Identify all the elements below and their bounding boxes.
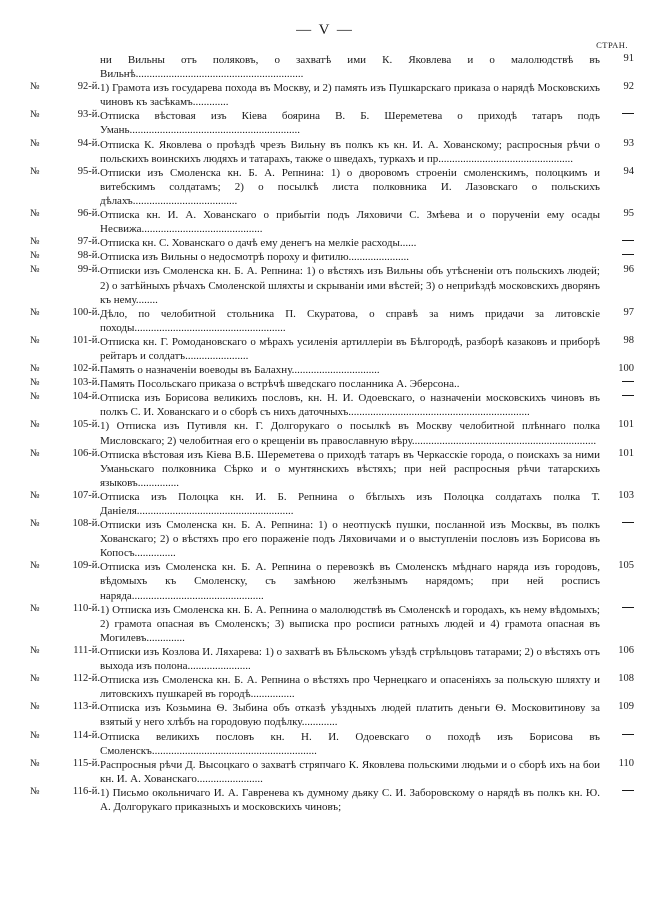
entry-text: Отписки изъ Смоленска кн. Б. А. Репнина: 1) о неотпускѣ пушки, посланной изъ Москвы, въ полкъ Хованскаго; 2) о вѣстяхъ про его пораженіе подъ Ляховичами и о выступленіи пословъ изъ Борисова въ Копосъ...............: [100, 519, 600, 560]
entry-page: 93: [623, 137, 634, 149]
toc-body: [30, 53, 634, 814]
entry-number: 113-й.: [72, 701, 100, 713]
table-row: [30, 307, 634, 335]
entry-text: 1) Отписка изъ Путивля кн. Г. Долгорукаго о посылкѣ въ Москву челобитной плѣннаго полка Мисловскаго; 2) челобитная его о крещеніи въ православную вѣру...................................................................: [100, 420, 600, 447]
folio-number: — V —: [296, 22, 354, 38]
entry-page: 94: [623, 165, 634, 177]
entry-number: 110-й.: [72, 602, 100, 614]
page-dash: [622, 113, 634, 114]
entry-page: 108: [618, 673, 634, 685]
entry-number: 99-й.: [77, 264, 100, 276]
entry-text: Отписка изъ Смоленска кн. Б. А. Репнина о перевозкѣ въ Смоленскъ мѣднаго наряда изъ городовъ, вѣдомыхъ къ Смоленску, съ замѣною желѣзнымъ нарядомъ; при ней росписъ наряда................................................: [100, 561, 600, 602]
entry-number: 107-й.: [72, 489, 100, 501]
entry-symbol: №: [30, 729, 40, 741]
entry-text: Память Посольскаго приказа о встрѣчѣ шведскаго посланника А. Эберсона..: [100, 378, 460, 391]
page-dash: [622, 734, 634, 735]
table-row: [30, 391, 634, 419]
entry-number: 115-й.: [72, 757, 100, 769]
entry-number: 108-й.: [72, 518, 100, 530]
entry-page: 92: [623, 81, 634, 93]
entry-symbol: [30, 53, 56, 81]
entry-number: 103-й.: [72, 377, 100, 389]
table-row: [30, 363, 634, 377]
entry-text: Отписки изъ Смоленска кн. Б. А. Репнина: 1) о дворовомъ строеніи смоленскимъ, полоцкимъ и витебскимъ солдатамъ; 2) о посылкѣ листа полковника И. Лазовскаго о польскихъ дѣлахъ......................................: [100, 166, 600, 207]
table-row: [30, 250, 634, 264]
table-row: [30, 673, 634, 701]
table-row: [30, 264, 634, 306]
entry-text: Отписка великихъ пословъ кн. Н. И. Одоевскаго о походѣ изъ Борисова въ Смоленскъ............................................................: [100, 730, 600, 757]
page-dash: [622, 790, 634, 791]
entry-page: [600, 603, 634, 645]
table-row: [30, 758, 634, 786]
entry-page: 100: [618, 363, 634, 375]
table-row: [30, 603, 634, 645]
entry-symbol: №: [30, 560, 40, 572]
table-row: [30, 786, 634, 814]
table-row: [30, 166, 634, 208]
table-of-contents: [0, 53, 650, 814]
entry-number: 92-й.: [77, 81, 100, 93]
entry-number: 104-й.: [72, 391, 100, 403]
entry-number: 105-й.: [72, 419, 100, 431]
entry-text: Отписка К. Яковлева о проѣздѣ чрезъ Вильну въ полкъ къ кн. И. А. Хованскому; распросныя рѣчи о польскихъ воинскихъ людяхъ и татарахъ, также о шведахъ, туркахъ и пр.................................................: [100, 138, 600, 165]
entry-symbol: №: [30, 419, 40, 431]
entry-text: Отписка вѣстовая изъ Кіева боярина В. Б. Шереметева о приходѣ татаръ подъ Умань..............................................................: [100, 110, 600, 137]
entry-symbol: №: [30, 673, 40, 685]
entry-page: [600, 109, 634, 137]
entry-text: 1) Отписка изъ Смоленска кн. Б. А. Репнина о малолюдствѣ въ Смоленскѣ и городахъ, къ нему вѣдомыхъ; 2) грамота опасная въ Смоленскъ; 3) выписка про росписи ратныхъ людей и 4) грамота опасная въ Могилевъ..............: [100, 603, 600, 644]
entry-symbol: №: [30, 489, 40, 501]
entry-text: Отписки изъ Козлова И. Ляхарева: 1) о захватѣ въ Бѣльскомъ уѣздѣ стрѣльцовъ татарами; 2) о вѣстяхъ отъ выхода изъ полона.......................: [100, 645, 600, 673]
entry-page: [600, 250, 634, 264]
table-row: [30, 560, 634, 602]
table-row: [30, 236, 634, 250]
entry-number: 109-й.: [72, 560, 100, 572]
entry-symbol: №: [30, 785, 40, 797]
entry-number: 96-й.: [77, 208, 100, 220]
entry-symbol: №: [30, 447, 40, 459]
entry-symbol: №: [30, 208, 40, 220]
page-dash: [622, 381, 634, 382]
entry-text: 1) Грамота изъ государева похода въ Москву, и 2) память изъ Пушкарскаго приказа о нарядѣ Московскихъ чиновъ къ засѣкамъ.............: [100, 82, 600, 109]
entry-page: [600, 377, 634, 391]
entry-number: 101-й.: [72, 334, 100, 346]
entry-text: ни Вильны отъ поляковъ, о захватѣ ими К. Яковлева и о малолюдствѣ въ Вильнѣ.............................................................: [100, 54, 600, 81]
entry-number: 95-й.: [77, 165, 100, 177]
entry-text: Распросныя рѣчи Д. Высоцкаго о захватѣ стряпчаго К. Яковлева польскими людьми и о сборѣ ихъ на бои кн. И. А. Хованскаго........................: [100, 758, 600, 785]
table-row: [30, 490, 634, 518]
entry-symbol: №: [30, 250, 40, 262]
table-row: [30, 109, 634, 137]
entry-text: Отписки изъ Смоленска кн. Б. А. Репнина: 1) о вѣстяхъ изъ Вильны объ утѣсненіи отъ польскихъ людей; 2) о затѣйныхъ рѣчахъ Смоленской шляхты и скрываніи ими вѣстей; 3) о неприѣздѣ московскихъ дворянъ къ нему........: [100, 265, 600, 306]
entry-page: 105: [618, 560, 634, 572]
entry-text: Отписка изъ Козьмина Ѳ. Зыбина объ отказѣ уѣздныхъ людей платить деньги Ѳ. Московитинову за взятый у него хлѣбъ на городовую подѣлку.............: [100, 702, 600, 729]
entry-symbol: №: [30, 363, 40, 375]
entry-page: 91: [623, 53, 634, 64]
entry-symbol: №: [30, 644, 40, 656]
entry-page: [600, 730, 634, 758]
entry-text: Отписка изъ Смоленска кн. Б. А. Репнина о вѣстяхъ про Чернецкаго и опасеніяхъ за польскую шляхту и литовскихъ пушкарей въ городѣ................: [100, 674, 600, 701]
entry-page: 101: [618, 447, 634, 459]
entry-symbol: №: [30, 757, 40, 769]
entry-symbol: №: [30, 165, 40, 177]
page-dash: [622, 395, 634, 396]
page-dash: [622, 607, 634, 608]
entry-page: [600, 391, 634, 419]
table-row: [30, 701, 634, 729]
toc-table: [30, 53, 634, 814]
page-dash: [622, 240, 634, 241]
entry-text: Отписка кн. И. А. Хованскаго о прибытіи подъ Ляховичи С. Змѣева и о порученіи ему осады Несвижа............................................: [100, 209, 600, 236]
entry-number: 100-й.: [72, 306, 100, 318]
entry-text: Отписка изъ Вильны о недосмотрѣ пороху и фитилю......................: [100, 251, 410, 264]
table-row: [30, 335, 634, 363]
entry-symbol: №: [30, 334, 40, 346]
entry-number: [56, 53, 100, 81]
entry-text: Отписка изъ Полоцка кн. И. Б. Репнина о бѣглыхъ изъ Полоцка солдатахъ полка Т. Даніеля.........................................................: [100, 490, 600, 517]
entry-page: [600, 786, 634, 814]
table-row: [30, 448, 634, 490]
entry-number: 112-й.: [72, 673, 100, 685]
table-row: [30, 208, 634, 236]
entry-page: [600, 518, 634, 560]
entry-text: Память о назначеніи воеводы въ Балахну................................: [100, 364, 380, 377]
table-row: [30, 377, 634, 391]
entry-text: Отписка изъ Борисова великихъ пословъ, кн. Н. И. Одоевскаго, о назначеніи московскихъ чиновъ въ полкъ С. И. Хованскаго и о сборѣ съ нихъ даточныхъ..................................................................: [100, 392, 600, 419]
entry-text: 1) Письмо окольничаго И. А. Гавренева къ думному дьяку С. И. Заборовскому о нарядѣ въ полкъ кн. Ю. А. Долгорукаго приказныхъ и московскихъ чиновъ;: [100, 786, 600, 813]
entry-page: 109: [618, 701, 634, 713]
entry-symbol: №: [30, 306, 40, 318]
table-row: [30, 138, 634, 166]
entry-page: 97: [623, 306, 634, 318]
table-row: [30, 53, 634, 81]
entry-symbol: №: [30, 109, 40, 121]
entry-page: 95: [623, 208, 634, 220]
entry-page: 103: [618, 489, 634, 501]
entry-page: 110: [618, 757, 634, 769]
entry-symbol: №: [30, 602, 40, 614]
entry-symbol: №: [30, 518, 40, 530]
page-dash: [622, 254, 634, 255]
table-row: [30, 518, 634, 560]
table-row: [30, 730, 634, 758]
entry-symbol: №: [30, 701, 40, 713]
entry-number: 98-й.: [77, 250, 100, 262]
entry-page: 98: [623, 334, 634, 346]
entry-number: 94-й.: [77, 137, 100, 149]
entry-symbol: №: [30, 391, 40, 403]
entry-symbol: №: [30, 137, 40, 149]
entry-number: 102-й.: [72, 363, 100, 375]
entry-number: 116-й.: [72, 785, 100, 797]
entry-number: 114-й.: [72, 729, 100, 741]
entry-page: [600, 236, 634, 250]
entry-symbol: №: [30, 264, 40, 276]
entry-number: 93-й.: [77, 109, 100, 121]
table-row: [30, 419, 634, 447]
entry-number: 97-й.: [77, 236, 100, 248]
page-dash: [622, 522, 634, 523]
entry-text: Отписка вѣстовая изъ Кіева В.Б. Шереметева о приходѣ татаръ въ Черкасскіе города, о поискахъ за ними Уманьскаго полковника Сѣрко и о мунтянскихъ вѣстяхъ; при ней распросныя рѣчи татарскихъ языковъ...............: [100, 448, 600, 489]
column-header-stran: СТРАН.: [596, 40, 628, 50]
entry-symbol: №: [30, 377, 40, 389]
entry-number: 106-й.: [72, 447, 100, 459]
entry-number: 111-й.: [73, 644, 100, 656]
entry-page: 106: [618, 644, 634, 656]
table-row: [30, 81, 634, 109]
entry-page: 101: [618, 419, 634, 431]
entry-page: 96: [623, 264, 634, 276]
entry-text: Дѣло, по челобитной стольника П. Скуратова, о справѣ за нимъ придачи за литовскіе походы.......................................................: [100, 307, 600, 334]
entry-text: Отписка кн. С. Хованскаго о дачѣ ему денегъ на мелкіе расходы......: [100, 237, 417, 250]
entry-symbol: №: [30, 236, 40, 248]
table-row: [30, 645, 634, 673]
entry-symbol: №: [30, 81, 40, 93]
entry-text: Отписка кн. Г. Ромодановскаго о мѣрахъ усиленія артиллеріи въ Бѣлгородѣ, разборѣ казаковъ и приборѣ рейтаръ и солдатъ.......................: [100, 335, 600, 362]
